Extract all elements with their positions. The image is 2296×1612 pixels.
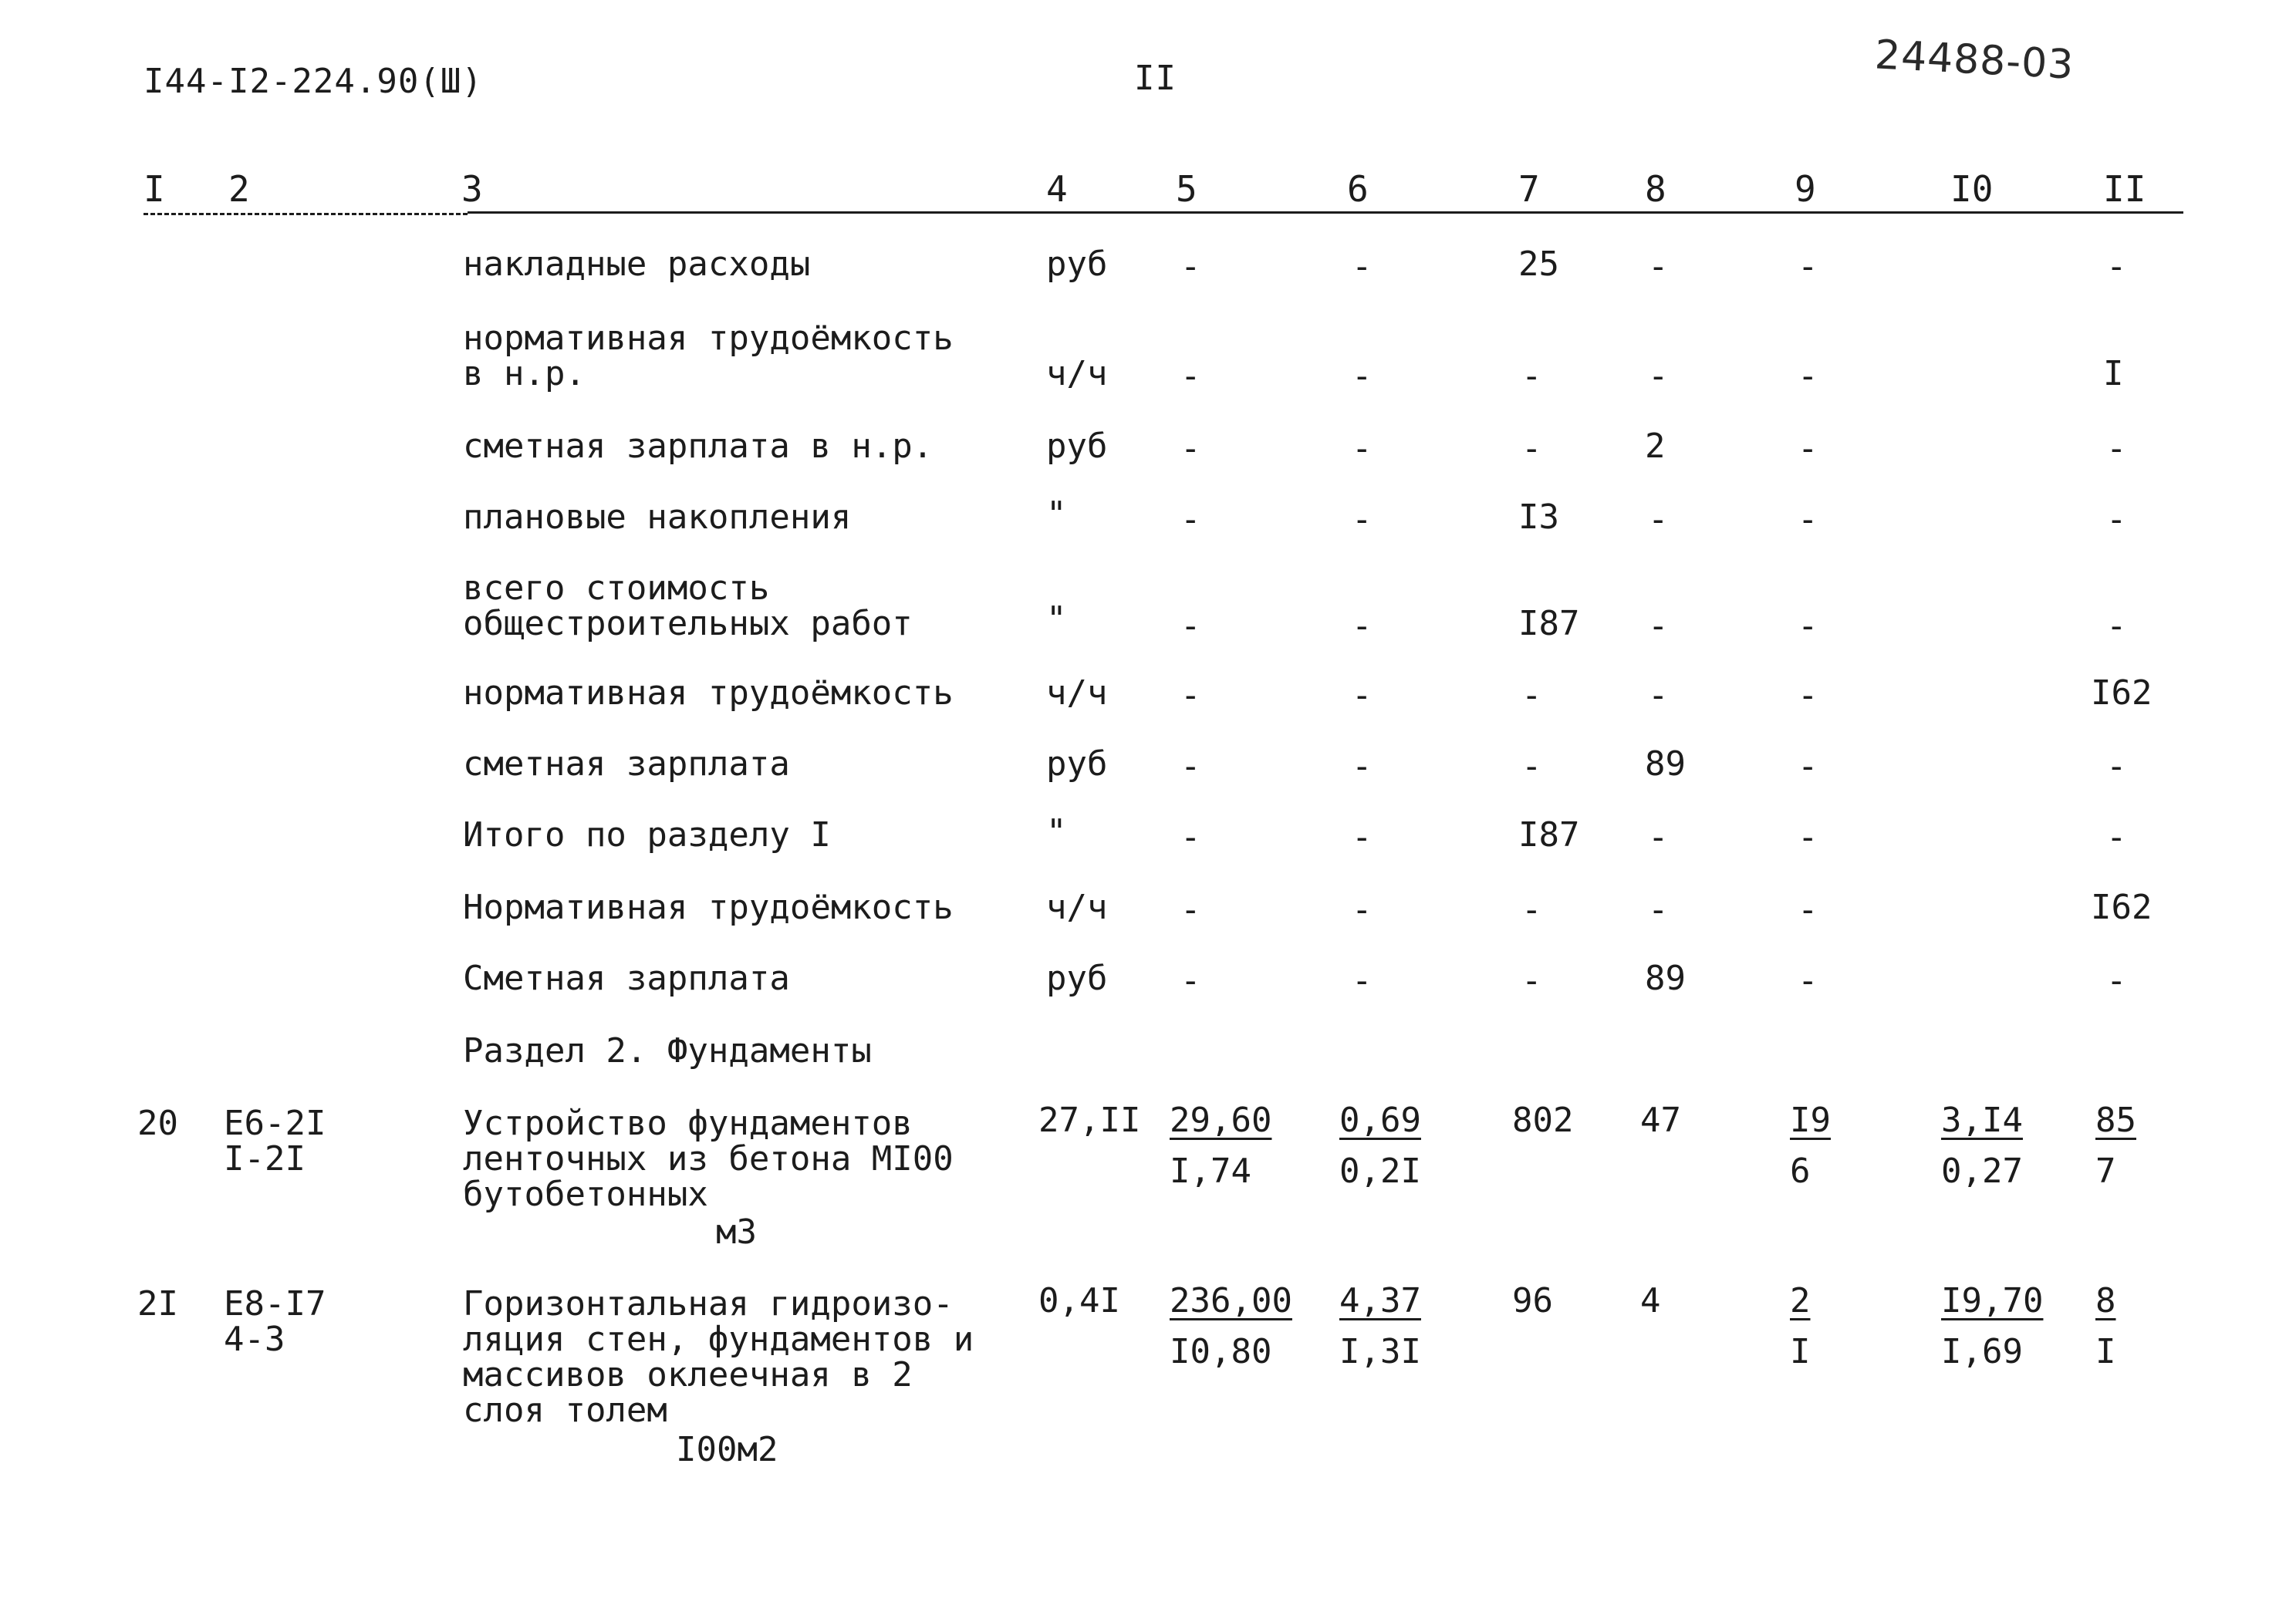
summary-row-unit: " xyxy=(1046,599,1067,639)
summary-row-c11: - xyxy=(2106,606,2127,646)
summary-row-c8: 89 xyxy=(1645,744,1686,784)
column-number-5: 5 xyxy=(1176,168,1197,210)
summary-row-label: нормативная трудоёмкость в н.р. xyxy=(463,319,954,393)
fraction-bottom: I xyxy=(2095,1332,2116,1371)
column-number-11: II xyxy=(2103,168,2146,210)
item-number: 20 xyxy=(137,1104,178,1143)
fraction-bottom: 0,27 xyxy=(1941,1152,2023,1191)
summary-row-c7: - xyxy=(1521,890,1542,929)
summary-row-c6: - xyxy=(1352,747,1373,786)
summary-row-unit: ч/ч xyxy=(1046,673,1108,713)
fraction-top: 2 xyxy=(1790,1281,1811,1320)
fraction-bottom: I,3I xyxy=(1339,1332,1421,1371)
summary-row-label: Сметная зарплата xyxy=(463,959,790,998)
summary-row-c8: - xyxy=(1648,356,1669,396)
summary-row-c6: - xyxy=(1352,247,1373,286)
summary-row-c8: 2 xyxy=(1645,427,1666,466)
summary-row-unit: руб xyxy=(1046,244,1108,284)
summary-row-c8: - xyxy=(1648,606,1669,646)
summary-row-c11: - xyxy=(2106,247,2127,286)
section-title: Раздел 2. Фундаменты xyxy=(463,1031,872,1071)
summary-row-c7: - xyxy=(1521,356,1542,396)
column-number-9: 9 xyxy=(1795,168,1816,210)
summary-row-c7: 25 xyxy=(1518,244,1559,284)
header-rule-dashed xyxy=(144,213,468,215)
column-number-4: 4 xyxy=(1046,168,1068,210)
summary-row-c9: - xyxy=(1798,890,1818,929)
column-number-1: I xyxy=(144,168,165,210)
column-number-10: I0 xyxy=(1950,168,1994,210)
summary-row-c11: I xyxy=(2103,354,2124,393)
summary-row-c5: - xyxy=(1180,500,1201,539)
column-number-2: 2 xyxy=(228,168,250,210)
item-c11-fraction xyxy=(2095,1276,2116,1378)
item-description: Горизонтальная гидроизо- ляция стен, фундаментов и массивов оклеечная в 2 слоя толем xyxy=(463,1284,974,1430)
summary-row-c5: - xyxy=(1180,676,1201,715)
summary-row-label: сметная зарплата xyxy=(463,744,790,784)
summary-row-unit: руб xyxy=(1046,427,1108,466)
summary-row-c7: I3 xyxy=(1518,497,1559,537)
summary-row-c5: - xyxy=(1180,429,1201,468)
fraction-top: 0,69 xyxy=(1339,1101,1421,1140)
item-c9-fraction xyxy=(1790,1276,1811,1378)
summary-row-c7: - xyxy=(1521,676,1542,715)
summary-row-c11: - xyxy=(2106,500,2127,539)
item-c10-fraction xyxy=(1941,1095,2023,1197)
summary-row-c11: I62 xyxy=(2091,888,2152,927)
summary-row-c8: - xyxy=(1648,676,1669,715)
summary-row-c6: - xyxy=(1352,890,1373,929)
header-rule xyxy=(468,211,2183,214)
summary-row-c9: - xyxy=(1798,429,1818,468)
fraction-top: I9,70 xyxy=(1941,1281,2044,1320)
page-number: II xyxy=(1134,59,1177,98)
item-c8: 4 xyxy=(1640,1281,1661,1320)
summary-row-label: плановые накопления xyxy=(463,497,852,537)
summary-row-unit: руб xyxy=(1046,959,1108,998)
item-c10-fraction xyxy=(1941,1276,2043,1378)
summary-row-c5: - xyxy=(1180,890,1201,929)
summary-row-c9: - xyxy=(1798,818,1818,857)
fraction-top: 29,60 xyxy=(1170,1101,1272,1140)
fraction-top: 8 xyxy=(2095,1281,2116,1320)
item-price-fraction xyxy=(1170,1095,1271,1197)
fraction-bottom: I,69 xyxy=(1941,1332,2023,1371)
handwritten-archive-number: 24488-03 xyxy=(1873,32,2075,89)
item-quantity: 27,II xyxy=(1038,1101,1141,1140)
document-code: I44-I2-224.90(Ш) xyxy=(144,62,483,101)
fraction-top: 85 xyxy=(2095,1101,2136,1140)
summary-row-c5: - xyxy=(1180,606,1201,646)
summary-row-c6: - xyxy=(1352,676,1373,715)
summary-row-label: сметная зарплата в н.р. xyxy=(463,427,934,466)
summary-row-unit: ч/ч xyxy=(1046,354,1108,393)
summary-row-c6: - xyxy=(1352,356,1373,396)
item-c11-fraction xyxy=(2095,1095,2136,1197)
fraction-bottom: I0,80 xyxy=(1170,1332,1272,1371)
item-c7: 96 xyxy=(1512,1281,1553,1320)
summary-row-c9: - xyxy=(1798,356,1818,396)
summary-row-c5: - xyxy=(1180,247,1201,286)
summary-row-c8: - xyxy=(1648,500,1669,539)
summary-row-c5: - xyxy=(1180,818,1201,857)
column-number-8: 8 xyxy=(1645,168,1666,210)
item-c9-fraction xyxy=(1790,1095,1831,1197)
summary-row-c11: - xyxy=(2106,747,2127,786)
item-code: Е6-2I I-2I xyxy=(224,1104,326,1179)
column-number-7: 7 xyxy=(1518,168,1540,210)
item-c8: 47 xyxy=(1640,1101,1681,1140)
item-unit: м3 xyxy=(716,1212,757,1252)
summary-row-c5: - xyxy=(1180,356,1201,396)
column-number-3: 3 xyxy=(461,168,483,210)
summary-row-c5: - xyxy=(1180,747,1201,786)
summary-row-c8: 89 xyxy=(1645,959,1686,998)
summary-row-c11: - xyxy=(2106,429,2127,468)
fraction-bottom: I xyxy=(1790,1332,1811,1371)
summary-row-c9: - xyxy=(1798,747,1818,786)
fraction-top: I9 xyxy=(1790,1101,1831,1140)
item-c7: 802 xyxy=(1512,1101,1574,1140)
item-price-fraction xyxy=(1170,1276,1292,1378)
summary-row-c6: - xyxy=(1352,429,1373,468)
summary-row-c11: - xyxy=(2106,818,2127,857)
summary-row-unit: " xyxy=(1046,494,1067,534)
fraction-top: 4,37 xyxy=(1339,1281,1421,1320)
summary-row-c5: - xyxy=(1180,961,1201,1000)
summary-row-unit: ч/ч xyxy=(1046,888,1108,927)
fraction-bottom: 7 xyxy=(2095,1152,2116,1191)
summary-row-c9: - xyxy=(1798,961,1818,1000)
summary-row-c11: I62 xyxy=(2091,673,2152,713)
fraction-bottom: 0,2I xyxy=(1339,1152,1421,1191)
summary-row-c9: - xyxy=(1798,500,1818,539)
summary-row-unit: " xyxy=(1046,812,1067,852)
summary-row-label: всего стоимость общестроительных работ xyxy=(463,568,913,643)
item-unit: I00м2 xyxy=(676,1430,778,1469)
summary-row-c6: - xyxy=(1352,818,1373,857)
fraction-bottom: I,74 xyxy=(1170,1152,1251,1191)
summary-row-c7: I87 xyxy=(1518,815,1580,855)
fraction-top: 236,00 xyxy=(1170,1281,1292,1320)
summary-row-c8: - xyxy=(1648,247,1669,286)
column-number-6: 6 xyxy=(1347,168,1369,210)
item-c6-fraction xyxy=(1339,1276,1421,1378)
item-description: Устройство фундаментов ленточных из бетона МI00 бутобетонных xyxy=(463,1104,954,1214)
summary-row-c7: - xyxy=(1521,961,1542,1000)
summary-row-c6: - xyxy=(1352,961,1373,1000)
summary-row-label: нормативная трудоёмкость xyxy=(463,673,954,713)
summary-row-c9: - xyxy=(1798,676,1818,715)
item-quantity: 0,4I xyxy=(1038,1281,1120,1320)
summary-row-c9: - xyxy=(1798,247,1818,286)
summary-row-c9: - xyxy=(1798,606,1818,646)
summary-row-c8: - xyxy=(1648,890,1669,929)
item-c6-fraction xyxy=(1339,1095,1421,1197)
summary-row-label: Итого по разделу I xyxy=(463,815,831,855)
summary-row-label: накладные расходы xyxy=(463,244,811,284)
item-number: 2I xyxy=(137,1284,178,1324)
summary-row-label: Нормативная трудоёмкость xyxy=(463,888,954,927)
fraction-bottom: 6 xyxy=(1790,1152,1811,1191)
summary-row-c6: - xyxy=(1352,500,1373,539)
summary-row-c7: - xyxy=(1521,429,1542,468)
summary-row-c6: - xyxy=(1352,606,1373,646)
summary-row-c7: - xyxy=(1521,747,1542,786)
summary-row-unit: руб xyxy=(1046,744,1108,784)
item-code: Е8-I7 4-3 xyxy=(224,1284,326,1359)
summary-row-c11: - xyxy=(2106,961,2127,1000)
summary-row-c7: I87 xyxy=(1518,604,1580,643)
summary-row-c8: - xyxy=(1648,818,1669,857)
fraction-top: 3,I4 xyxy=(1941,1101,2023,1140)
